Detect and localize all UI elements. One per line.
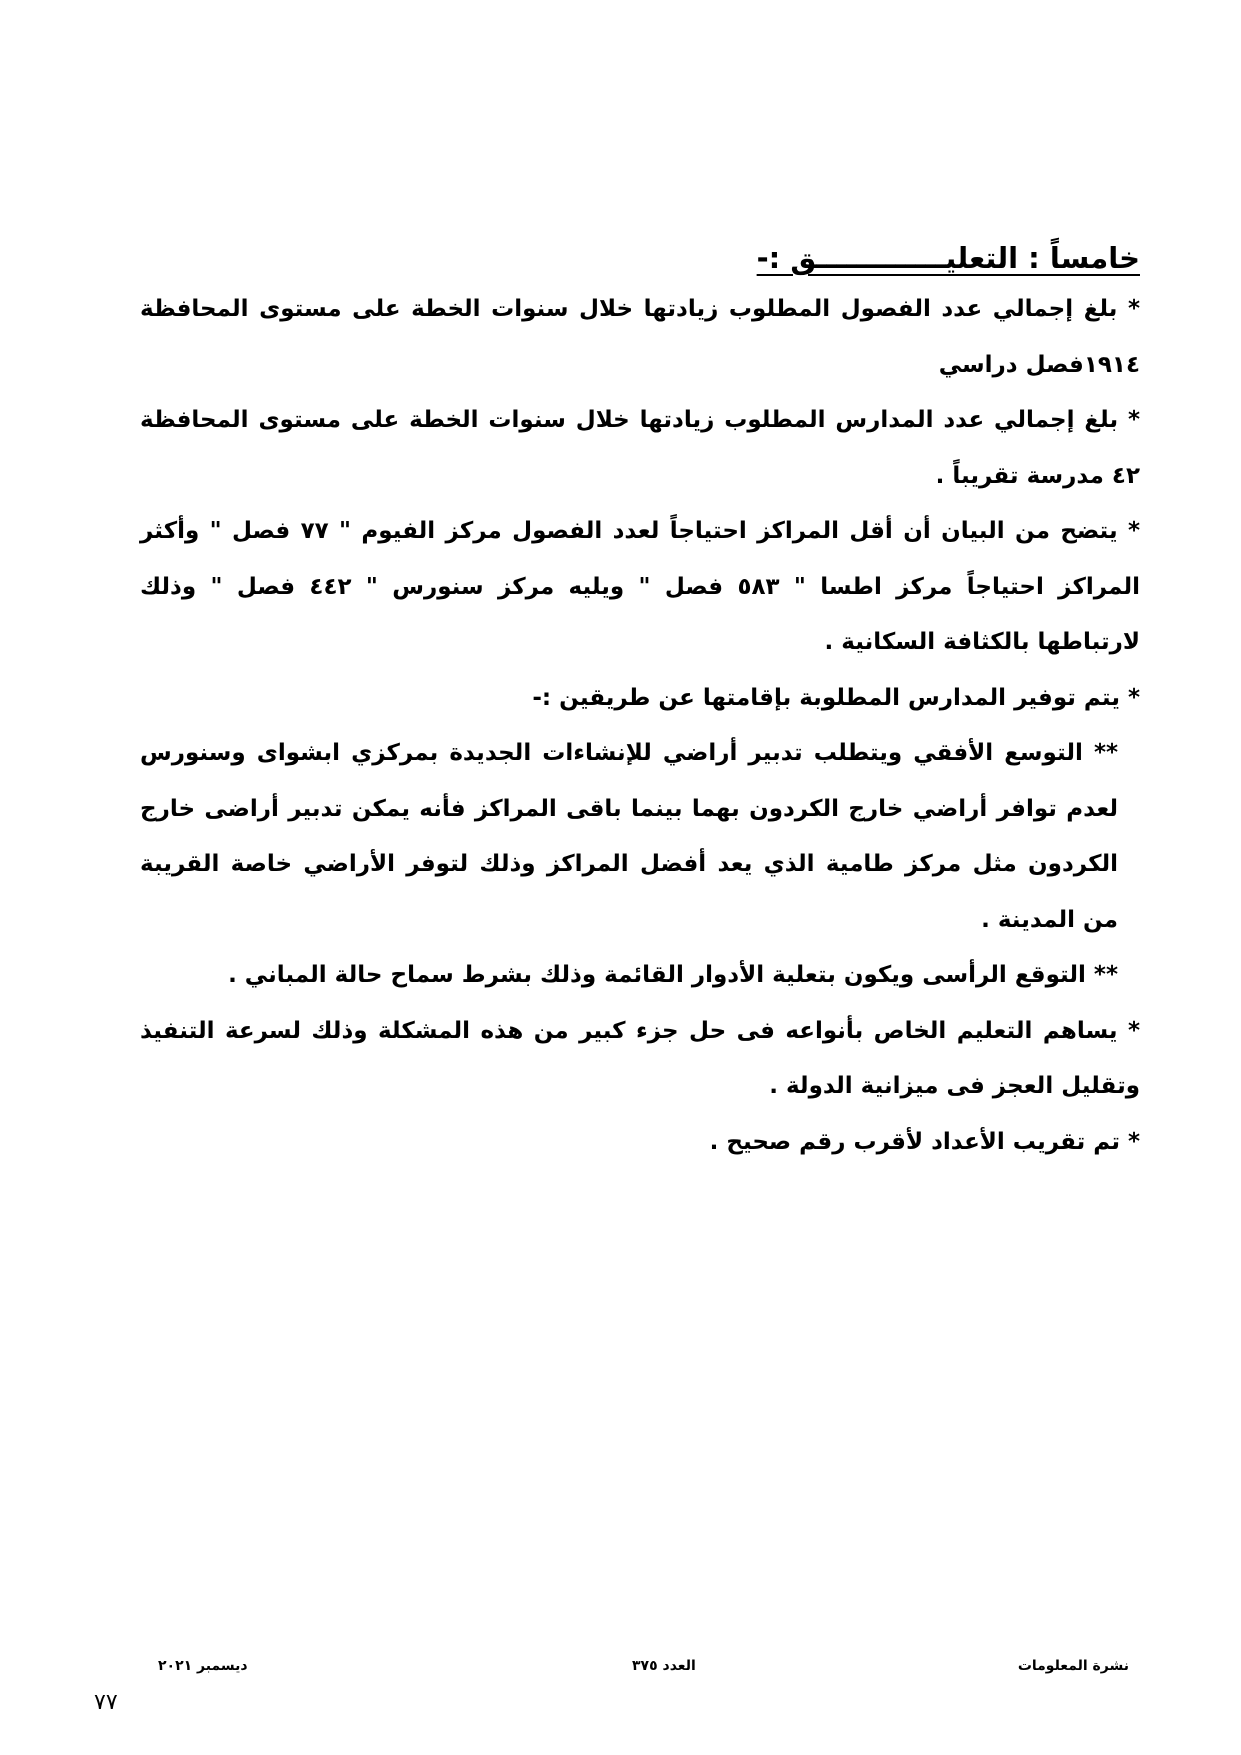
section-heading-text: خامساً : التعليـــــــــــــق :-: [756, 241, 1140, 275]
paragraph-provision-methods: * يتم توفير المدارس المطلوبة بإقامتها عن طريقين :-: [532, 684, 1140, 711]
paragraph-vertical-expansion: ** التوقع الرأسى ويكون بتعلية الأدوار القائمة وذلك بشرط سماح حالة المباني .: [228, 962, 1118, 988]
paragraph-centers-needs: * يتضح من البيان أن أقل المراكز احتياجاً لعدد الفصول مركز الفيوم " ٧٧ فصل " وأكثر المراكز احتياجاً مركز اطسا " ٥٨٣ فصل " ويليه مركز سنورس " ٤٤٢ فصل " وذلك لارتباطها بالكثافة السكانية .: [140, 518, 1140, 655]
section-heading: [140, 238, 1140, 278]
footer-issue: العدد ٣٧٥: [632, 1658, 696, 1674]
paragraph-classrooms-total: * بلغ إجمالي عدد الفصول المطلوب زيادتها خلال سنوات الخطة على مستوى المحافظة ١٩١٤فصل دراسي: [140, 296, 1140, 378]
section-content: [140, 238, 1140, 1170]
footer-publication: نشرة المعلومات: [1017, 1658, 1129, 1674]
paragraph-rounding-note: * تم تقريب الأعداد لأقرب رقم صحيح .: [709, 1128, 1140, 1155]
page-number: ٧٧: [94, 1690, 118, 1715]
footer-date: ديسمبر ٢٠٢١: [158, 1658, 248, 1674]
paragraph-horizontal-expansion: ** التوسع الأفقي ويتطلب تدبير أراضي للإنشاءات الجديدة بمركزي ابشواى وسنورس لعدم توافر أراضي خارج الكردون بهما بينما باقى المراكز فأنه يمكن تدبير أراضى خارج الكردون مثل مركز طامية الذي يعد أفضل المراكز وذلك لتوفر الأراضي خاصة القريبة من المدينة .: [140, 740, 1118, 933]
paragraph-schools-total: * بلغ إجمالي عدد المدارس المطلوب زيادتها خلال سنوات الخطة على مستوى المحافظة ٤٢ مدرسة تقريباً .: [140, 407, 1140, 489]
paragraph-private-education: * يساهم التعليم الخاص بأنواعه فى حل جزء كبير من هذه المشكلة وذلك لسرعة التنفيذ وتقليل العجز فى ميزانية الدولة .: [140, 1017, 1140, 1099]
